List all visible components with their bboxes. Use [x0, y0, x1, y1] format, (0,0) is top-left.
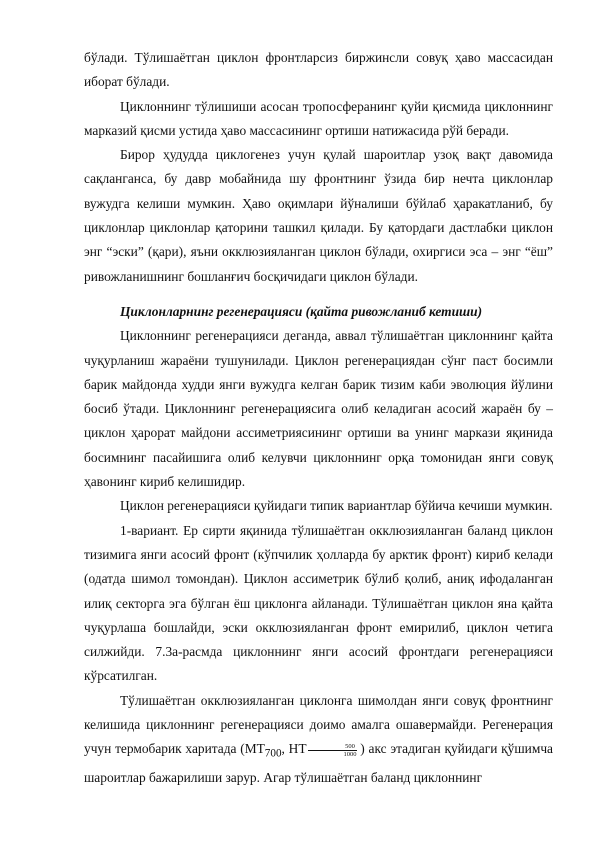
ot-label: НТ	[288, 741, 307, 757]
paragraph-7-end: ) акс этадиган қуйидаги қўшимча шароитлар бажарилиши зарур. Агар тўлишаётган баланд циклоннинг	[84, 741, 554, 786]
ot-numerator: 500	[308, 743, 357, 751]
paragraph-2: Циклоннинг тўлишиши асосан тропосферанинг қуйи қисмида циклоннинг марказий қисми устида ҳаво массасининг ортиши натижасида рўй беради.	[84, 98, 553, 138]
separator: ,	[281, 741, 289, 757]
paragraph-7-start: Тўлишаётган окклюзияланган циклонга шимолдан янги совуқ фронтнинг келишида циклоннинг регенерацияси доимо амалга ошавермайди. Регенерация учун термобарик харитада (МТ	[84, 692, 553, 757]
ot-denominator: 1000	[343, 750, 357, 758]
paragraph-7	[84, 689, 553, 791]
mt-subscript: 700	[264, 747, 282, 760]
paragraph-5: Циклон регенерацияси қуйидаги типик вариантлар бўйича кечиши мумкин.	[120, 498, 553, 514]
section-heading: Циклонларнинг регенерацияси (қайта ривожланиб кетиши)	[120, 303, 483, 319]
ot-fraction	[308, 743, 357, 758]
paragraph-4: Циклоннинг регенерацияси деганда, аввал тўлишаётган циклоннинг қайта чуқурланиш жараёни тушунилади. Циклон регенерациядан сўнг паст босимли барик майдонда худди янги вужудга келган барик тизим каби эволюция йўлини босиб ўтади. Циклоннинг регенерациясига олиб келадиган асосий жараён бу – циклон ҳарорат майдони ассиметриясининг ортиши ва унинг маркази яқинида босимнинг пасайишига олиб келувчи циклоннинг орқа томонидан янги совуқ ҳавонинг кириб келишидир.	[84, 328, 553, 490]
paragraph-6: 1-вариант. Ер сирти яқинида тўлишаётган окклюзияланган баланд циклон тизимига янги асосий фронт (кўпчилик ҳолларда бу арктик фронт) кириб келади (одатда шимол томондан). Циклон ассиметрик бўлиб қолиб, аниқ ифодаланган илиқ секторга эга бўлган ёш циклонга айланади. Тўлишаётган циклон яна қайта чуқурлаша бошлайди, эски окклюзияланган фронт емирилиб, циклон четига силжийди. 7.3а-расмда циклоннинг янги асосий фронтдаги регенерацияси кўрсатилган.	[84, 522, 553, 684]
paragraph-1: бўлади. Тўлишаётган циклон фронтларсиз биржинсли совуқ ҳаво массасидан иборат бўлади.	[84, 50, 553, 90]
document-page	[84, 46, 553, 791]
paragraph-3: Бирор ҳудудда циклогенез учун қулай шароитлар узоқ вақт давомида сақланганса, бу давр мобайнида шу фронтнинг ўзида бир нечта циклонлар вужудга келиши мумкин. Ҳаво оқимлари йўналиши бўйлаб ҳаракатланиб, бу циклонлар циклонлар қаторини ташкил қилади. Бу қатордаги дастлабки циклон энг “эски” (қари), яъни окклюзияланган циклон бўлади, охиргиси эса – энг “ёш” ривожланишнинг бошланғич босқичидаги циклон бўлади.	[84, 147, 553, 284]
